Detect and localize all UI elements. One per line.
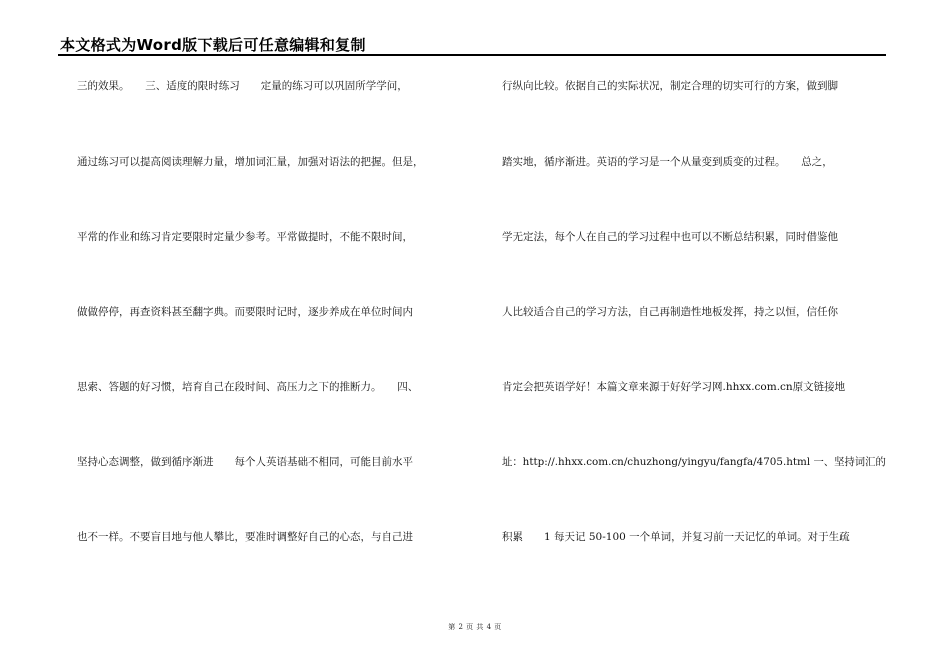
- page-number-footer: 第 2 页 共 4 页: [448, 623, 502, 631]
- document-header-title: 本文格式为Word版下载后可任意编辑和复制: [60, 36, 366, 54]
- right-line-4: 人比较适合自己的学习方法，自己再制造性地板发挥，持之以恒，信任你: [502, 306, 838, 318]
- right-line-6: 址：http://.hhxx.com.cn/chuzhong/yingyu/fangfa/4705.html 一、坚持词汇的: [502, 456, 886, 468]
- left-line-7: 也不一样。不要盲目地与他人攀比，要准时调整好自己的心态，与自己进: [77, 531, 413, 543]
- left-line-3: 平常的作业和练习肯定要限时定量少参考。平常做提时，不能不限时间，: [77, 231, 413, 243]
- left-line-6: 坚持心态调整，做到循序渐进 每个人英语基础不相同，可能目前水平: [77, 456, 413, 468]
- left-line-1: 三的效果。 三、适度的限时练习 定量的练习可以巩固所学学问，: [77, 80, 408, 92]
- right-line-2: 踏实地，循序渐进。英语的学习是一个从量变到质变的过程。 总之，: [502, 156, 833, 168]
- right-line-1: 行纵向比较。依据自己的实际状况，制定合理的切实可行的方案，做到脚: [502, 80, 838, 92]
- header-divider: [58, 54, 886, 56]
- right-line-5: 肯定会把英语学好！本篇文章来源于好好学习网.hhxx.com.cn原文链接地: [502, 381, 846, 393]
- left-line-2: 通过练习可以提高阅读理解力量，增加词汇量，加强对语法的把握。但是，: [77, 156, 424, 168]
- left-line-5: 思索、答题的好习惯，培育自己在段时间、高压力之下的推断力。 四、: [77, 381, 419, 393]
- left-line-4: 做做停停，再查资料甚至翻字典。而要限时记时，逐步养成在单位时间内: [77, 306, 413, 318]
- right-line-7: 积累 1 每天记 50-100 一个单词，并复习前一天记忆的单词。对于生疏: [502, 531, 850, 543]
- right-line-3: 学无定法，每个人在自己的学习过程中也可以不断总结积累，同时借鉴他: [502, 231, 838, 243]
